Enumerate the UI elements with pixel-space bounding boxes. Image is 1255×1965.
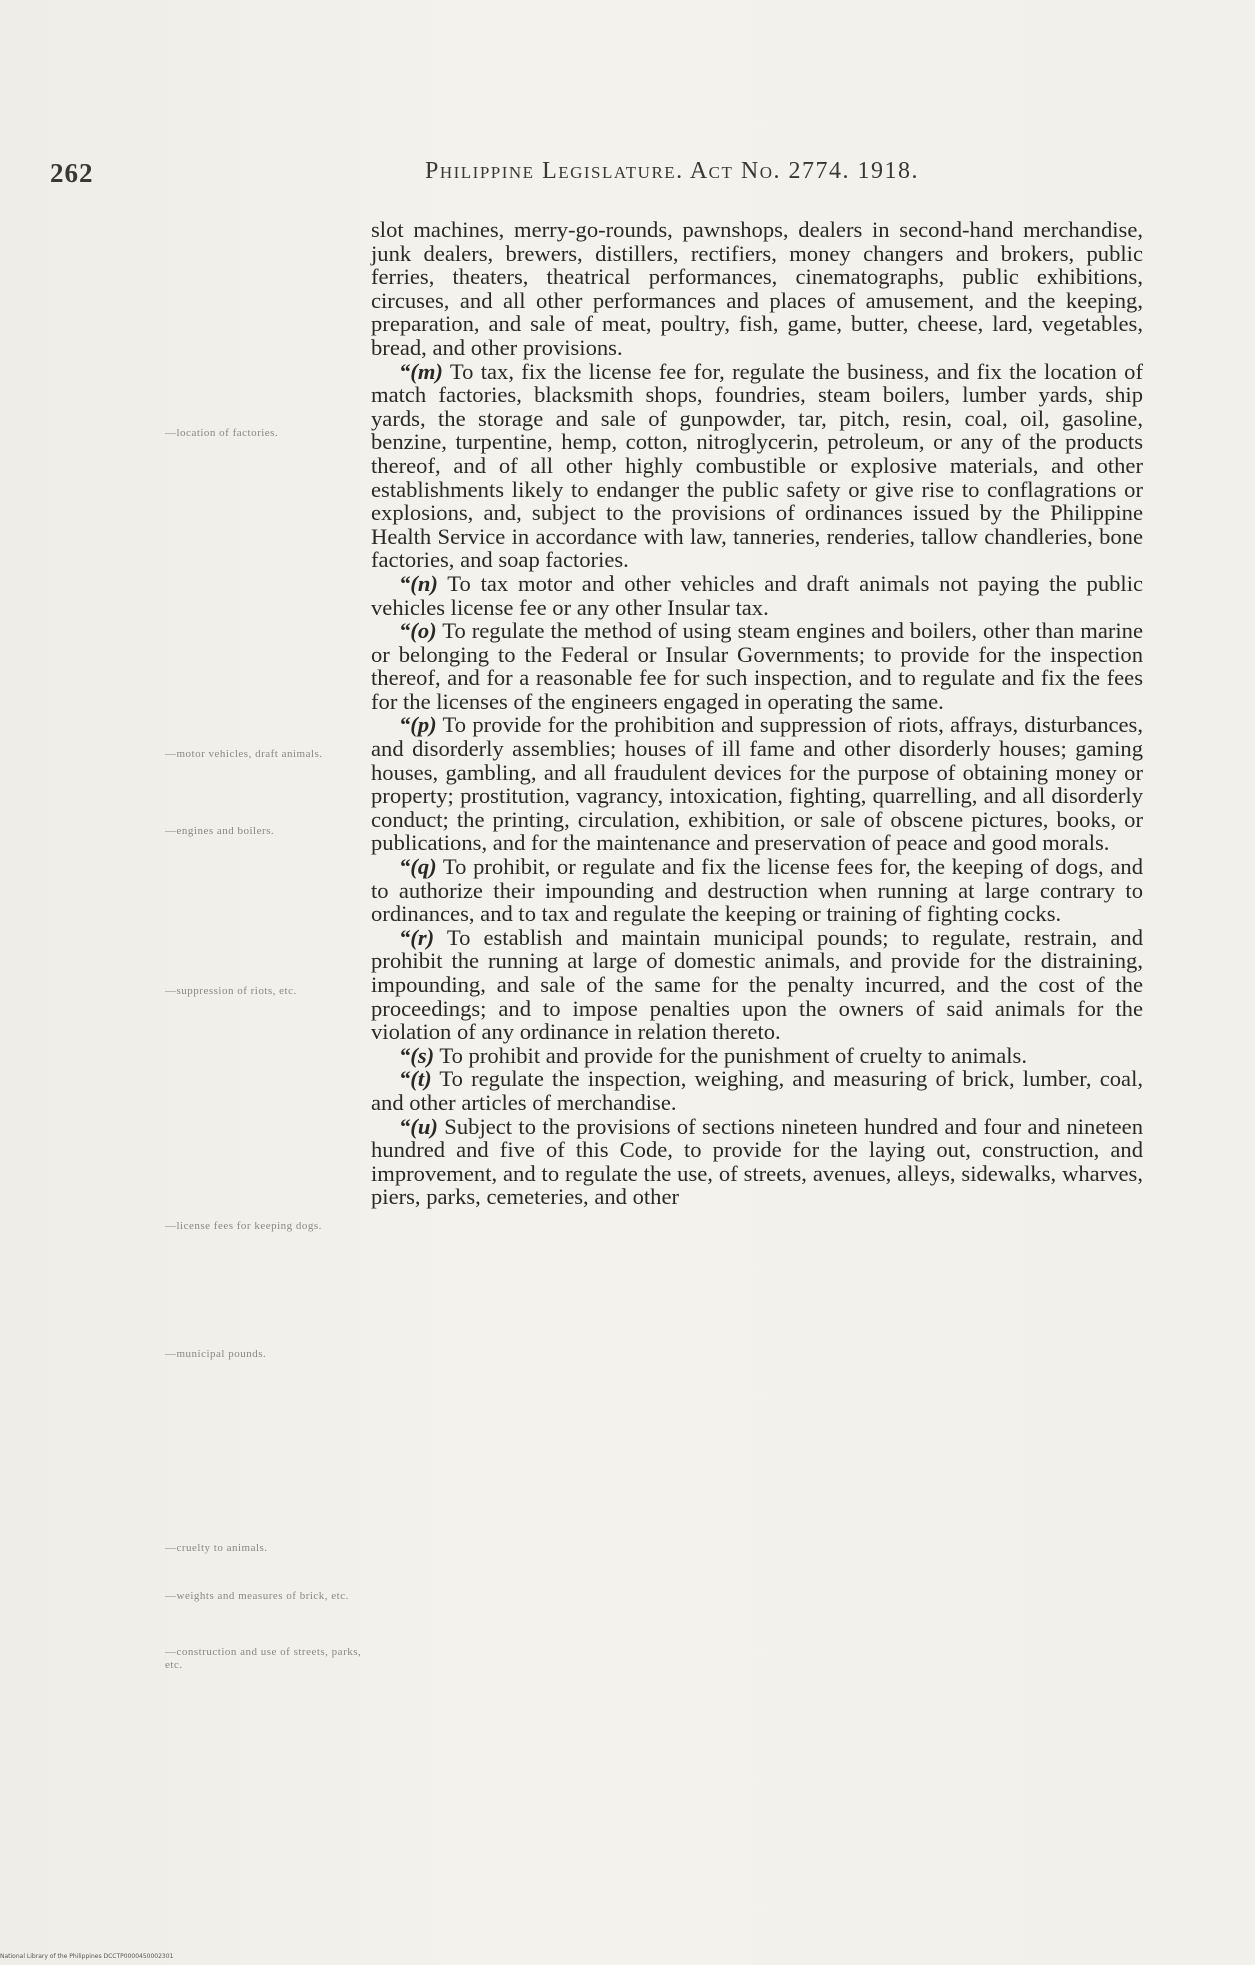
running-head: Philippine Legislature. Act No. 2774. 1918. (425, 158, 920, 184)
section-text: To tax motor and other vehicles and draft animals not paying the public vehicles license fee or any other Insular tax. (371, 570, 1143, 620)
sidenote-cruelty-to-animals: —cruelty to animals. (165, 1542, 268, 1554)
section-s (371, 1044, 1143, 1068)
section-q (371, 855, 1143, 926)
section-mark: “(s) (399, 1042, 435, 1068)
section-text: Subject to the provisions of sections nineteen hundred and four and nineteen hundred and five of this Code, to provide for the laying out, construction, and improvement, and to regulate the use, of streets, avenues, alleys, sidewalks, wharves, piers, parks, cemeteries, and other (371, 1113, 1143, 1210)
section-mark: “(r) (399, 924, 435, 950)
sidenote-municipal-pounds: —municipal pounds. (165, 1348, 267, 1360)
section-text: To prohibit and provide for the punishment of cruelty to animals. (434, 1042, 1027, 1068)
section-text: To regulate the method of using steam engines and boilers, other than marine or belonging to the Federal or Insular Governments; to provide for the inspection thereof, and for a reasonable fee for such inspection, and to regulate and fix the fees for the licenses of the engineers engaged in operating the same. (371, 618, 1143, 714)
section-mark: “(q) (399, 854, 437, 880)
continuation-paragraph: slot machines, merry-go-rounds, pawnshops, dealers in second-hand merchandise, junk dealers, brewers, distillers, rectifiers, money changers and brokers, public ferries, theaters, theatrical performances, cinematographs, public exhibitions, circuses, and all other performances and places of amusement, and the keeping, preparation, and sale of meat, poultry, fish, game, butter, cheese, lard, vegetables, bread, and other provisions. (371, 217, 1143, 360)
section-n (371, 572, 1143, 619)
section-text: To prohibit, or regulate and fix the license fees for, the keeping of dogs, and to authorize their impounding and destruction when running at large contrary to ordinances, and to tax and regulate the keeping or training of fighting cocks. (371, 854, 1143, 927)
section-mark: “(u) (399, 1113, 438, 1139)
sidenote-location-of-factories: —location of factories. (165, 427, 279, 439)
sidenote-weights-measures: —weights and measures of brick, etc. (165, 1590, 349, 1602)
section-mark: “(m) (399, 358, 443, 384)
library-footer: National Library of the Philippines DCCTP0000450002301 (0, 1953, 174, 1960)
section-mark: “(p) (399, 712, 437, 738)
section-mark: “(o) (399, 618, 437, 644)
section-mark: “(t) (399, 1066, 432, 1092)
section-text: To regulate the inspection, weighing, and measuring of brick, lumber, coal, and other articles of merchandise. (371, 1066, 1143, 1115)
section-text: To provide for the prohibition and suppression of riots, affrays, disturbances, and disorderly assemblies; houses of ill fame and other disorderly houses; gaming houses, gambling, and all fraudulent devices for the purpose of obtaining money or property; prostitution, vagrancy, intoxication, fighting, quarrelling, and all disorderly conduct; the printing, circulation, exhibition, or sale of obscene pictures, books, or publications, and for the maintenance and preservation of peace and good morals. (371, 712, 1143, 856)
section-u (371, 1115, 1143, 1209)
page-number: 262 (50, 158, 94, 188)
sidenote-construction-streets: —construction and use of streets, parks, etc. (165, 1646, 362, 1671)
section-text: To establish and maintain municipal pounds; to regulate, restrain, and prohibit the running at large of domestic animals, and provide for the distraining, impounding, and sale of the same for the penalty incurred, and the cost of the proceedings; and to impose penalties upon the owners of said animals for the violation of any ordinance in relation thereto. (371, 924, 1143, 1045)
sidenote-suppression-of-riots: —suppression of riots, etc. (165, 985, 297, 997)
section-t (371, 1067, 1143, 1114)
section-r (371, 926, 1143, 1044)
section-mark: “(n) (399, 570, 438, 596)
section-m (371, 360, 1143, 572)
sidenote-motor-vehicles: —motor vehicles, draft animals. (165, 748, 323, 760)
section-text: To tax, fix the license fee for, regulate the business, and fix the location of match factories, blacksmith shops, foundries, steam boilers, lumber yards, ship yards, the storage and sale of gunpowder, tar, pitch, resin, coal, oil, gasoline, benzine, turpentine, hemp, cotton, nitroglycerin, petroleum, or any of the products thereof, and of all other highly combustible or explosive materials, and other establishments likely to endanger the public safety or give rise to conflagrations or explosions, and, subject to the provisions of ordinances issued by the Philippine Health Service in accordance with law, tanneries, renderies, tallow chandleries, bone factories, and soap factories. (371, 358, 1143, 573)
sidenote-license-fees-dogs: —license fees for keeping dogs. (165, 1220, 322, 1232)
body-text (371, 218, 1143, 1209)
section-p (371, 713, 1143, 855)
section-o (371, 619, 1143, 713)
sidenote-engines-boilers: —engines and boilers. (165, 825, 275, 837)
